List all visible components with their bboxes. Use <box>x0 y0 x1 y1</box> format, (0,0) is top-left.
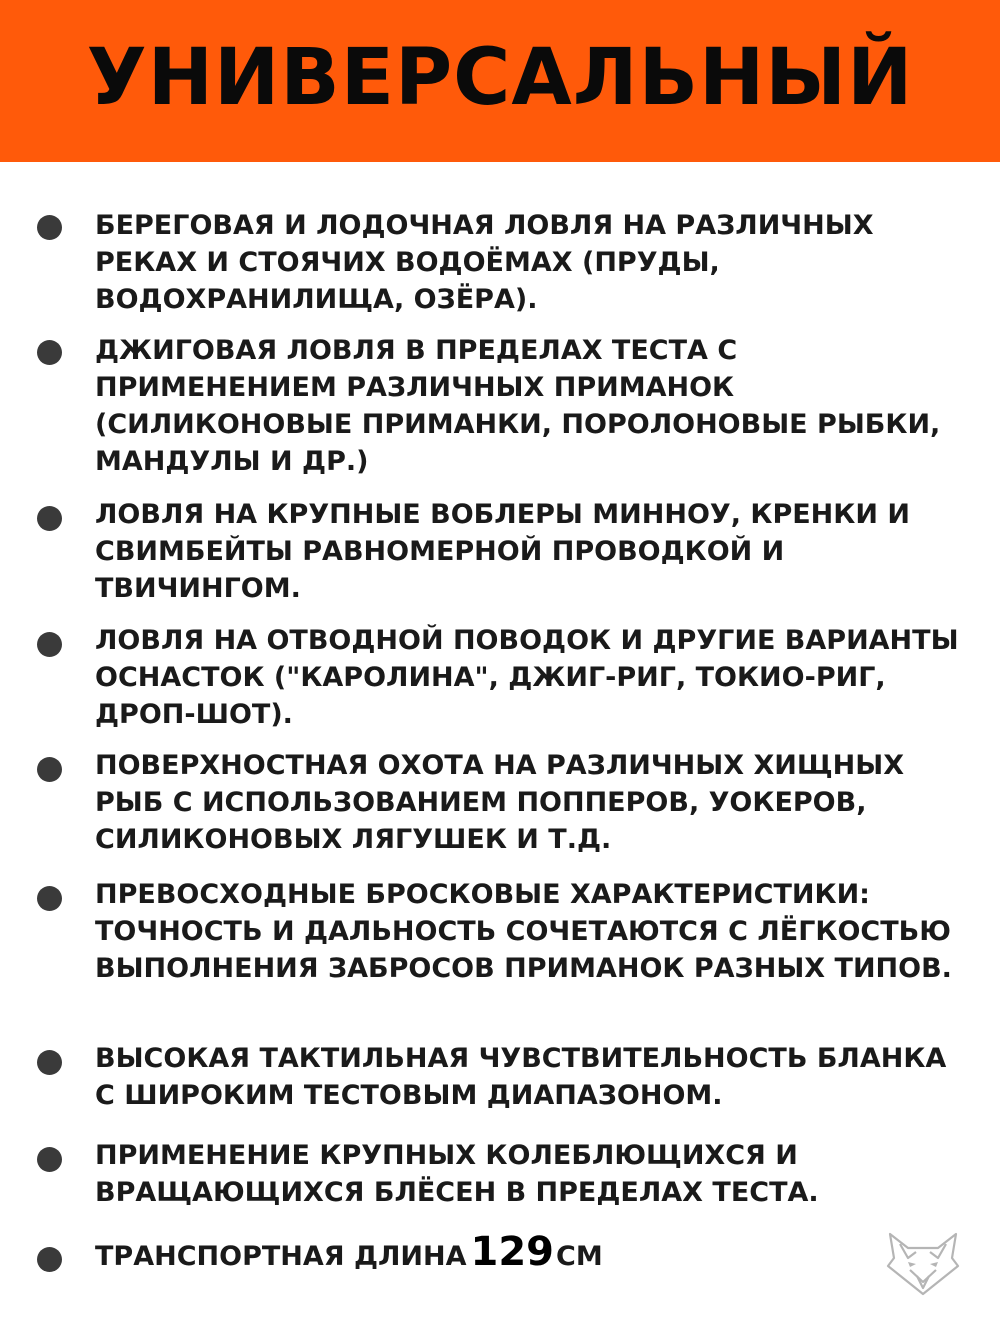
bullet-icon <box>37 632 62 657</box>
transport-length-text <box>95 1229 975 1275</box>
bullet-icon <box>37 1147 62 1172</box>
feature-text: ПРЕВОСХОДНЫЕ БРОСКОВЫЕ ХАРАКТЕРИСТИКИ: ТОЧНОСТЬ И ДАЛЬНОСТЬ СОЧЕТАЮТСЯ С ЛЁГКОСТЬЮ ВЫПОЛНЕНИЯ ЗАБРОСОВ ПРИМАНОК РАЗНЫХ ТИПОВ. <box>95 879 952 984</box>
fox-head-icon <box>886 1232 960 1296</box>
bullet-icon <box>37 757 62 782</box>
bullet-icon <box>37 340 62 365</box>
bullet-icon <box>37 1247 62 1272</box>
feature-text: ВЫСОКАЯ ТАКТИЛЬНАЯ ЧУВСТВИТЕЛЬНОСТЬ БЛАНКА С ШИРОКИМ ТЕСТОВЫМ ДИАПАЗОНОМ. <box>95 1043 947 1111</box>
feature-text: ДЖИГОВАЯ ЛОВЛЯ В ПРЕДЕЛАХ ТЕСТА С ПРИМЕНЕНИЕМ РАЗЛИЧНЫХ ПРИМАНОК (СИЛИКОНОВЫЕ ПРИМАНКИ, ПОРОЛОНОВЫЕ РЫБКИ, МАНДУЛЫ И ДР.) <box>95 335 941 477</box>
bullet-icon <box>37 1050 62 1075</box>
feature-text: ПРИМЕНЕНИЕ КРУПНЫХ КОЛЕБЛЮЩИХСЯ И ВРАЩАЮЩИХСЯ БЛЁСЕН В ПРЕДЕЛАХ ТЕСТА. <box>95 1140 819 1208</box>
bullet-icon <box>37 506 62 531</box>
feature-text: ЛОВЛЯ НА КРУПНЫЕ ВОБЛЕРЫ МИННОУ, КРЕНКИ И СВИМБЕЙТЫ РАВНОМЕРНОЙ ПРОВОДКОЙ И ТВИЧИНГОМ. <box>95 499 910 604</box>
page-title: УНИВЕРСАЛЬНЫЙ <box>86 33 914 123</box>
bullet-icon <box>37 215 62 240</box>
feature-text: БЕРЕГОВАЯ И ЛОДОЧНАЯ ЛОВЛЯ НА РАЗЛИЧНЫХ РЕКАХ И СТОЯЧИХ ВОДОЁМАХ (ПРУДЫ, ВОДОХРАНИЛИЩА, ОЗЁРА). <box>95 210 874 315</box>
transport-length-value: 129 <box>470 1229 555 1275</box>
feature-text: ЛОВЛЯ НА ОТВОДНОЙ ПОВОДОК И ДРУГИЕ ВАРИАНТЫ ОСНАСТОК ("КАРОЛИНА", ДЖИГ-РИГ, ТОКИО-РИГ, ДРОП-ШОТ). <box>95 625 959 730</box>
bullet-icon <box>37 886 62 911</box>
feature-text: ПОВЕРХНОСТНАЯ ОХОТА НА РАЗЛИЧНЫХ ХИЩНЫХ РЫБ С ИСПОЛЬЗОВАНИЕМ ПОППЕРОВ, УОКЕРОВ, СИЛИКОНОВЫХ ЛЯГУШЕК И Т.Д. <box>95 750 905 855</box>
transport-length-label: ТРАНСПОРТНАЯ ДЛИНА <box>95 1241 467 1272</box>
transport-length-unit: СМ <box>556 1241 603 1272</box>
